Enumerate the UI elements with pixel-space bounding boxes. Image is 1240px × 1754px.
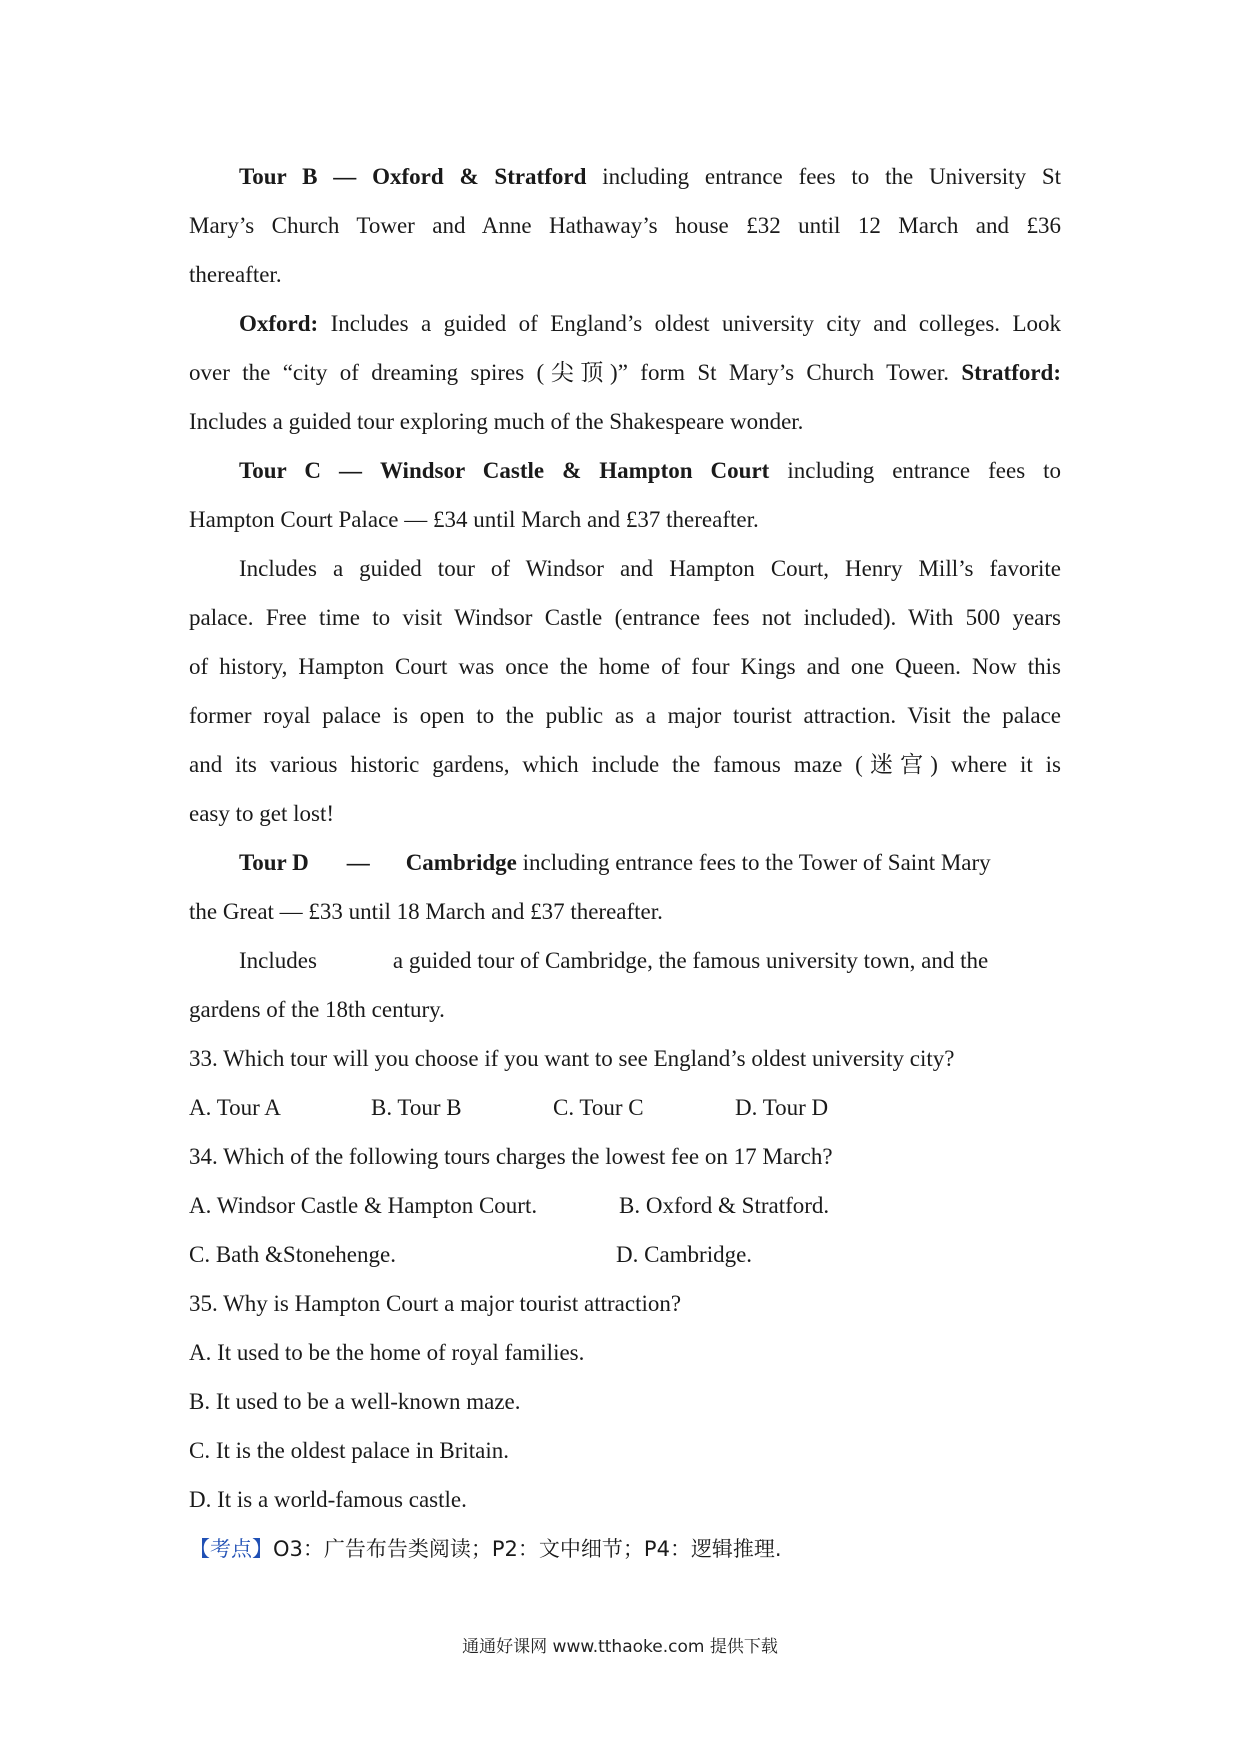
tour-c-para-line: palace. Free time to visit Windsor Castle (entrance fees not included). With 500 years bbox=[189, 605, 1061, 630]
kaodian-tag: 【考点】 bbox=[189, 1537, 273, 1561]
tour-c-para-line: Includes a guided tour of Windsor and Hampton Court, Henry Mill’s favorite bbox=[239, 556, 1061, 581]
tour-c-para-line: of history, Hampton Court was once the home of four Kings and one Queen. Now this bbox=[189, 654, 1061, 679]
tour-b-desc-end: thereafter. bbox=[189, 262, 282, 287]
tour-c-para-line: former royal palace is open to the public as a major tourist attraction. Visit the palace bbox=[189, 703, 1061, 728]
stratford-text: Includes a guided tour exploring much of the Shakespeare wonder. bbox=[189, 409, 804, 434]
q34-option-b: B. Oxford & Stratford. bbox=[619, 1193, 830, 1218]
tour-b-desc: including entrance fees to the University St bbox=[602, 164, 1062, 189]
q34-option-a: A. Windsor Castle & Hampton Court. bbox=[189, 1193, 538, 1218]
tour-c-para-line: easy to get lost! bbox=[189, 801, 334, 826]
tour-d-para-word: Includes bbox=[239, 948, 317, 973]
q34-option-d: D. Cambridge. bbox=[616, 1242, 753, 1267]
q33-option-d: D. Tour D bbox=[735, 1095, 829, 1120]
tour-b-dash: — bbox=[333, 164, 357, 189]
document-page bbox=[189, 152, 1061, 1573]
kaodian-text: O3：广告布告类阅读；P2：文中细节；P4：逻辑推理. bbox=[273, 1537, 782, 1561]
tour-d-label: Tour D bbox=[239, 850, 309, 875]
q33-option-a: A. Tour A bbox=[189, 1095, 281, 1120]
tour-d-heading-line bbox=[189, 838, 1061, 887]
tour-d-para-line bbox=[189, 936, 1061, 985]
question-34: 34. Which of the following tours charges the lowest fee on 17 March? bbox=[189, 1144, 833, 1169]
tour-c-para-line: and its various historic gardens, which include the famous maze (迷宫) where it is bbox=[189, 752, 1061, 777]
q33-option-b: B. Tour B bbox=[371, 1095, 462, 1120]
tour-c-dash: — bbox=[338, 458, 362, 483]
tour-b-name: Oxford & Stratford bbox=[372, 164, 587, 189]
tour-d-para-text: a guided tour of Cambridge, the famous university town, and the bbox=[392, 948, 989, 973]
page-footer: 通通好课网 www.tthaoke.com 提供下载 bbox=[462, 1637, 778, 1657]
stratford-label: Stratford: bbox=[961, 360, 1062, 385]
q35-option-d: D. It is a world-famous castle. bbox=[189, 1487, 467, 1512]
oxford-label: Oxford: bbox=[239, 311, 319, 336]
oxford-text: Includes a guided of England’s oldest university city and colleges. Look bbox=[330, 311, 1061, 336]
question-35: 35. Why is Hampton Court a major tourist attraction? bbox=[189, 1291, 682, 1316]
tour-c-label: Tour C bbox=[239, 458, 321, 483]
q33-option-c: C. Tour C bbox=[553, 1095, 644, 1120]
tour-b-label: Tour B bbox=[239, 164, 318, 189]
tour-c-heading-line bbox=[189, 446, 1061, 495]
question-33: 33. Which tour will you choose if you want to see England’s oldest university city? bbox=[189, 1046, 955, 1071]
oxford-line bbox=[189, 299, 1061, 348]
tour-b-desc-line: Mary’s Church Tower and Anne Hathaway’s house £32 until 12 March and £36 bbox=[189, 213, 1061, 238]
question-33-options bbox=[189, 1083, 1061, 1132]
tour-d-desc-line: the Great — £33 until 18 March and £37 thereafter. bbox=[189, 899, 663, 924]
q35-option-b: B. It used to be a well-known maze. bbox=[189, 1389, 521, 1414]
q35-option-c: C. It is the oldest palace in Britain. bbox=[189, 1438, 510, 1463]
q34-option-c: C. Bath &Stonehenge. bbox=[189, 1242, 396, 1267]
q35-option-a: A. It used to be the home of royal families. bbox=[189, 1340, 585, 1365]
tour-d-dash: — bbox=[346, 850, 370, 875]
question-34-options-row-2 bbox=[189, 1230, 1061, 1279]
oxford-text-2: over the “city of dreaming spires (尖顶)” form St Mary’s Church Tower. bbox=[189, 360, 949, 385]
tour-d-para-end: gardens of the 18th century. bbox=[189, 997, 445, 1022]
oxford-line-2 bbox=[189, 348, 1061, 397]
tour-c-desc: including entrance fees to bbox=[787, 458, 1062, 483]
question-34-options-row-1 bbox=[189, 1181, 1061, 1230]
tour-b-heading-line bbox=[189, 152, 1061, 201]
tour-c-name: Windsor Castle & Hampton Court bbox=[379, 458, 770, 483]
tour-c-desc-line: Hampton Court Palace — £34 until March and £37 thereafter. bbox=[189, 507, 759, 532]
tour-d-desc: including entrance fees to the Tower of Saint Mary bbox=[522, 850, 991, 875]
kaodian-line bbox=[189, 1524, 1061, 1573]
tour-d-name: Cambridge bbox=[405, 850, 517, 875]
